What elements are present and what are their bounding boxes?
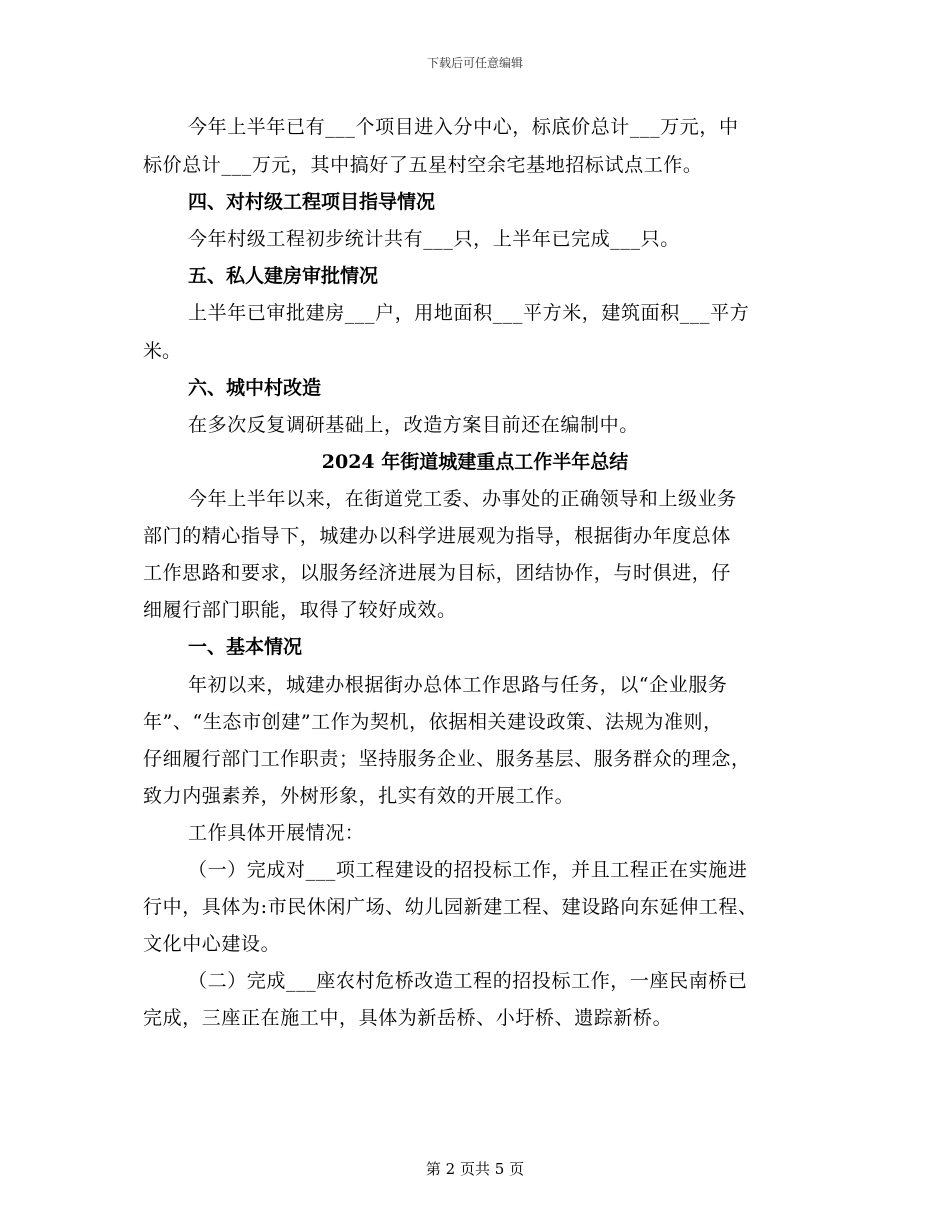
paragraph-line: 米。 xyxy=(143,340,182,362)
paragraph-line: 工作具体开展情况： xyxy=(188,822,365,844)
paragraph-line: 部门的精心指导下，城建办以科学进展观为指导，根据街办年度总体 xyxy=(143,525,732,547)
paragraph-line: 致力内强素养，外树形象，扎实有效的开展工作。 xyxy=(143,785,575,807)
paragraph-line: 行中，具体为:市民休闲广场、幼儿园新建工程、建设路向东延伸工程、 xyxy=(143,896,758,918)
paragraph-line: 年”、“生态市创建”工作为契机，依据相关建设政策、法规为准则， xyxy=(143,711,723,733)
paragraph-line: 标价总计___万元，其中搞好了五星村空余宅基地招标试点工作。 xyxy=(143,154,703,176)
section-heading: 五、私人建房审批情况 xyxy=(188,265,379,287)
paragraph-line: 文化中心建设。 xyxy=(143,933,281,955)
paragraph-line: （二）完成___座农村危桥改造工程的招投标工作，一座民南桥已 xyxy=(188,970,748,992)
paragraph-line: 年初以来，城建办根据街办总体工作思路与任务，以“企业服务 xyxy=(188,674,728,696)
section-heading: 六、城中村改造 xyxy=(188,377,322,399)
section-heading: 四、对村级工程项目指导情况 xyxy=(188,191,436,213)
paragraph-line: 完成，三座正在施工中，具体为新岳桥、小圩桥、遗踪新桥。 xyxy=(143,1007,673,1029)
page-footer: 第 2 页共 5 页 xyxy=(425,1160,525,1178)
page-header: 下载后可任意编辑 xyxy=(426,56,523,70)
paragraph-line: （一）完成对___项工程建设的招投标工作，并且工程正在实施进 xyxy=(188,859,748,881)
paragraph-line: 上半年已审批建房___户，用地面积___平方米，建筑面积___平方 xyxy=(188,302,750,324)
section-heading: 一、基本情况 xyxy=(188,636,303,658)
paragraph-line: 仔细履行部门工作职责；坚持服务企业、服务基层、服务群众的理念， xyxy=(143,748,751,770)
document-title: 2024 年街道城建重点工作半年总结 xyxy=(321,451,629,473)
paragraph-line: 细履行部门职能，取得了较好成效。 xyxy=(143,599,457,621)
paragraph-line: 工作思路和要求，以服务经济进展为目标，团结协作，与时俱进，仔 xyxy=(143,562,732,584)
paragraph-line: 在多次反复调研基础上，改造方案目前还在编制中。 xyxy=(188,414,639,436)
paragraph-line: 今年村级工程初步统计共有___只，上半年已完成___只。 xyxy=(188,228,680,250)
paragraph-line: 今年上半年已有___个项目进入分中心，标底价总计___万元，中 xyxy=(188,116,739,138)
paragraph-line: 今年上半年以来，在街道党工委、办事处的正确领导和上级业务 xyxy=(188,488,737,510)
